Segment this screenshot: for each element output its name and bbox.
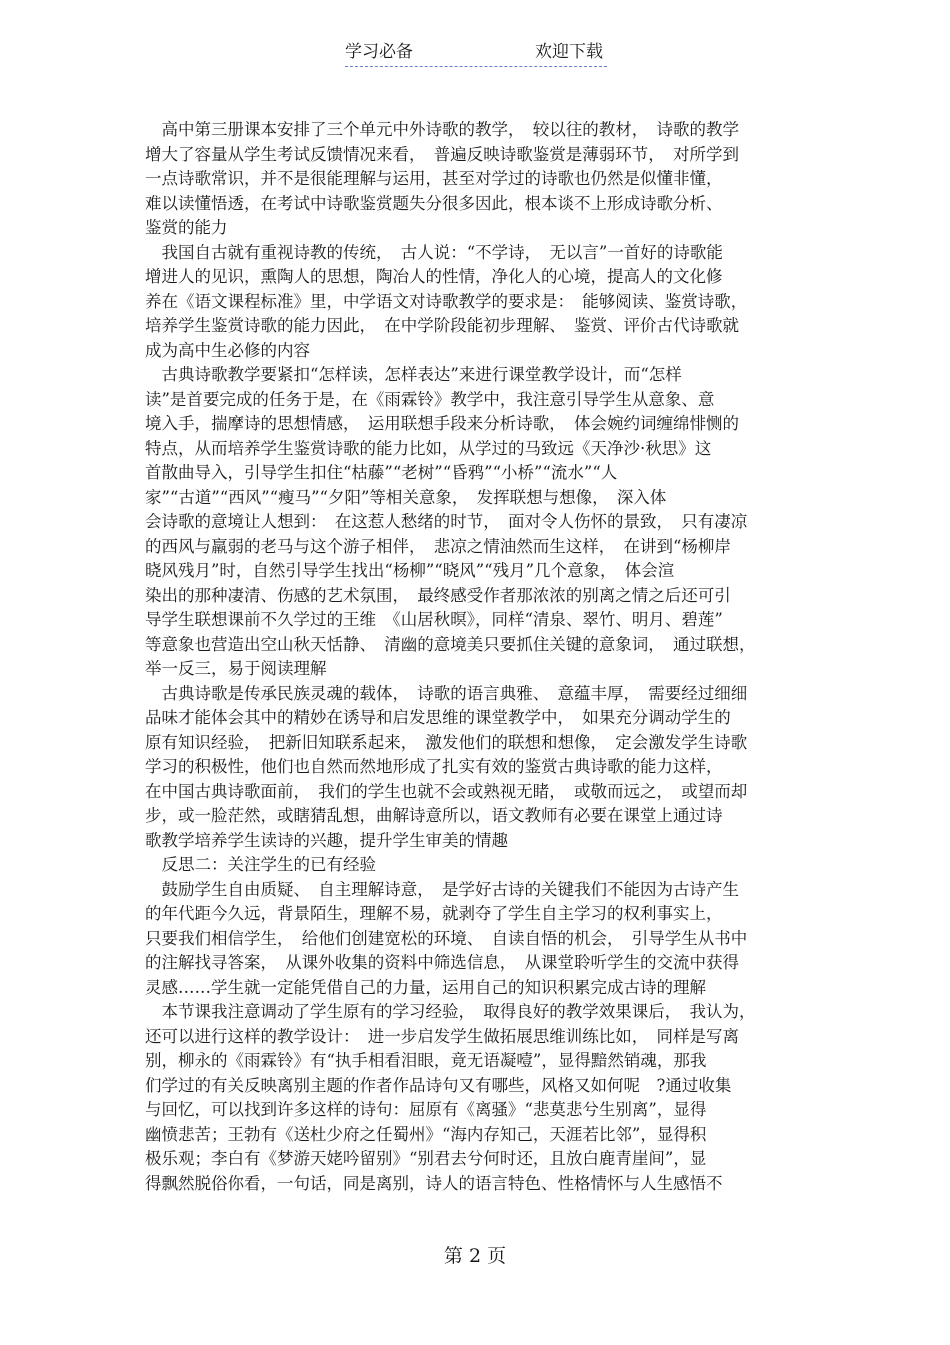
text-line: 学习的积极性，他们也自然而然地形成了扎实有效的鉴赏古典诗歌的能力这样， [145,757,723,776]
text-line: 古典诗歌是传承民族灵魂的载体， 诗歌的语言典雅、 意蕴丰厚， 需要经过细细 [145,683,748,703]
text-line: 古典诗歌教学要紧扣“怎样读，怎样表达”来进行课堂教学设计，而“怎样 [145,365,682,384]
text-line: 培养学生鉴赏诗歌的能力因此， 在中学阶段能初步理解、 鉴赏、评价古代诗歌就 [145,316,739,335]
text-line: 等意象也营造出空山秋天恬静、 清幽的意境美只要抓住关键的意象词， 通过联想， [145,634,756,654]
text-line: 增进人的见识，熏陶人的思想，陶冶人的性情，净化人的心境，提高人的文化修 [145,267,723,286]
text-line: 原有知识经验， 把新旧知联系起来， 激发他们的联想和想像， 定会激发学生诗歌 [145,732,748,752]
page-number: 第 2 页 [443,1245,507,1267]
text-line: 本节课我注意调动了学生原有的学习经验， 取得良好的教学效果课后， 我认为， [145,1002,756,1021]
page-header [345,40,607,67]
text-line: 养在《语文课程标准》里，中学语文对诗歌教学的要求是： 能够阅读、鉴赏诗歌， [145,291,748,311]
header-right-text: 欢迎下载 [535,42,603,62]
text-line: 极乐观；李白有《梦游天姥吟留别》“别君去兮何时还，且放白鹿青崖间”，显 [145,1149,707,1168]
text-line: 品味才能体会其中的精妙在诱导和启发思维的课堂教学中， 如果充分调动学生的 [145,708,731,727]
text-line: 导学生联想课前不久学过的王维 《山居秋暝》，同样“清泉、翠竹、明月、碧莲” [145,610,723,629]
text-line: 高中第三册课本安排了三个单元中外诗歌的教学， 较以往的教材， 诗歌的教学 [145,120,739,139]
text-line: 与回忆，可以找到许多这样的诗句：屈原有《离骚》“悲莫悲兮生别离”，显得 [145,1100,707,1119]
text-line: 鉴赏的能力 [145,218,228,237]
text-line: 还可以进行这样的教学设计： 进一步启发学生做拓展思维训练比如， 同样是写离 [145,1026,739,1046]
document-body [145,118,810,1196]
text-line: 步，或一脸茫然，或瞎猜乱想，曲解诗意所以，语文教师有必要在课堂上通过诗 [145,806,723,825]
text-line: 一点诗歌常识，并不是很能理解与运用，甚至对学过的诗歌也仍然是似懂非懂， [145,169,723,188]
text-line: 幽愤悲苦；王勃有《送杜少府之任蜀州》“海内存知己，天涯若比邻”，显得积 [145,1124,707,1144]
text-line: 反思二：关注学生的已有经验 [145,855,376,874]
text-line: 的西风与羸弱的老马与这个游子相伴， 悲凉之情油然而生这样， 在讲到“杨柳岸 [145,536,731,556]
text-line: 增大了容量从学生考试反馈情况来看， 普遍反映诗歌鉴赏是薄弱环节， 对所学到 [145,144,739,164]
text-line: 别，柳永的《雨霖铃》有“执手相看泪眼，竟无语凝噎”，显得黯然销魂，那我 [145,1051,707,1070]
text-line: 鼓励学生自由质疑、 自主理解诗意， 是学好古诗的关键我们不能因为古诗产生 [145,879,739,899]
text-line: 难以读懂悟透，在考试中诗歌鉴赏题失分很多因此，根本谈不上形成诗歌分析、 [145,193,723,213]
text-line: 成为高中生必修的内容 [145,340,310,360]
text-line: 的年代距今久远，背景陌生，理解不易，就剥夺了学生自主学习的权利事实上， [145,904,723,923]
text-line: 读”是首要完成的任务于是，在《雨霖铃》教学中，我注意引导学生从意象、意 [145,389,715,409]
text-line: 的注解找寻答案， 从课外收集的资料中筛选信息， 从课堂聆听学生的交流中获得 [145,953,739,972]
text-line: 歌教学培养学生读诗的兴趣，提升学生审美的情趣 [145,830,508,850]
text-line: 家”“古道”“西风”“瘦马”“夕阳”等相关意象， 发挥联想与想像， 深入体 [145,487,667,507]
text-line: 特点，从而培养学生鉴赏诗歌的能力比如，从学过的马致远《天净沙·秋思》这 [145,438,712,458]
header-left-text: 学习必备 [345,42,413,62]
text-line: 灵感……学生就一定能凭借自己的力量，运用自己的知识积累完成古诗的理解 [145,977,706,997]
text-line: 们学过的有关反映离别主题的作者作品诗句又有哪些，风格又如何呢 ?通过收集 [145,1075,732,1095]
text-line: 染出的那种凄清、伤感的艺术氛围， 最终感受作者那浓浓的别离之情之后还可引 [145,585,731,605]
text-line: 得飘然脱俗你看，一句话，同是离别，诗人的语言特色、性格情怀与人生感悟不 [145,1173,723,1193]
text-line: 境入手，揣摩诗的思想情感， 运用联想手段来分析诗歌， 体会婉约词缠绵悱恻的 [145,414,739,433]
text-line: 首散曲导入，引导学生扣住“枯藤”“老树”“昏鸦”“小桥”“流水”“人 [145,463,618,482]
text-line: 只要我们相信学生， 给他们创建宽松的环境、 自读自悟的机会， 引导学生从书中 [145,928,748,948]
text-line: 我国自古就有重视诗教的传统， 古人说：“不学诗， 无以言”一首好的诗歌能 [145,242,723,262]
text-line: 会诗歌的意境让人想到： 在这惹人愁绪的时节， 面对令人伤怀的景致， 只有凄凉 [145,512,748,531]
text-line: 在中国古典诗歌面前， 我们的学生也就不会或熟视无睹， 或敬而远之， 或望而却 [145,781,748,801]
text-line: 举一反三，易于阅读理解 [145,659,327,678]
text-line: 晓风残月”时，自然引导学生找出“杨柳”“晓风”“残月”几个意象， 体会渲 [145,561,675,580]
